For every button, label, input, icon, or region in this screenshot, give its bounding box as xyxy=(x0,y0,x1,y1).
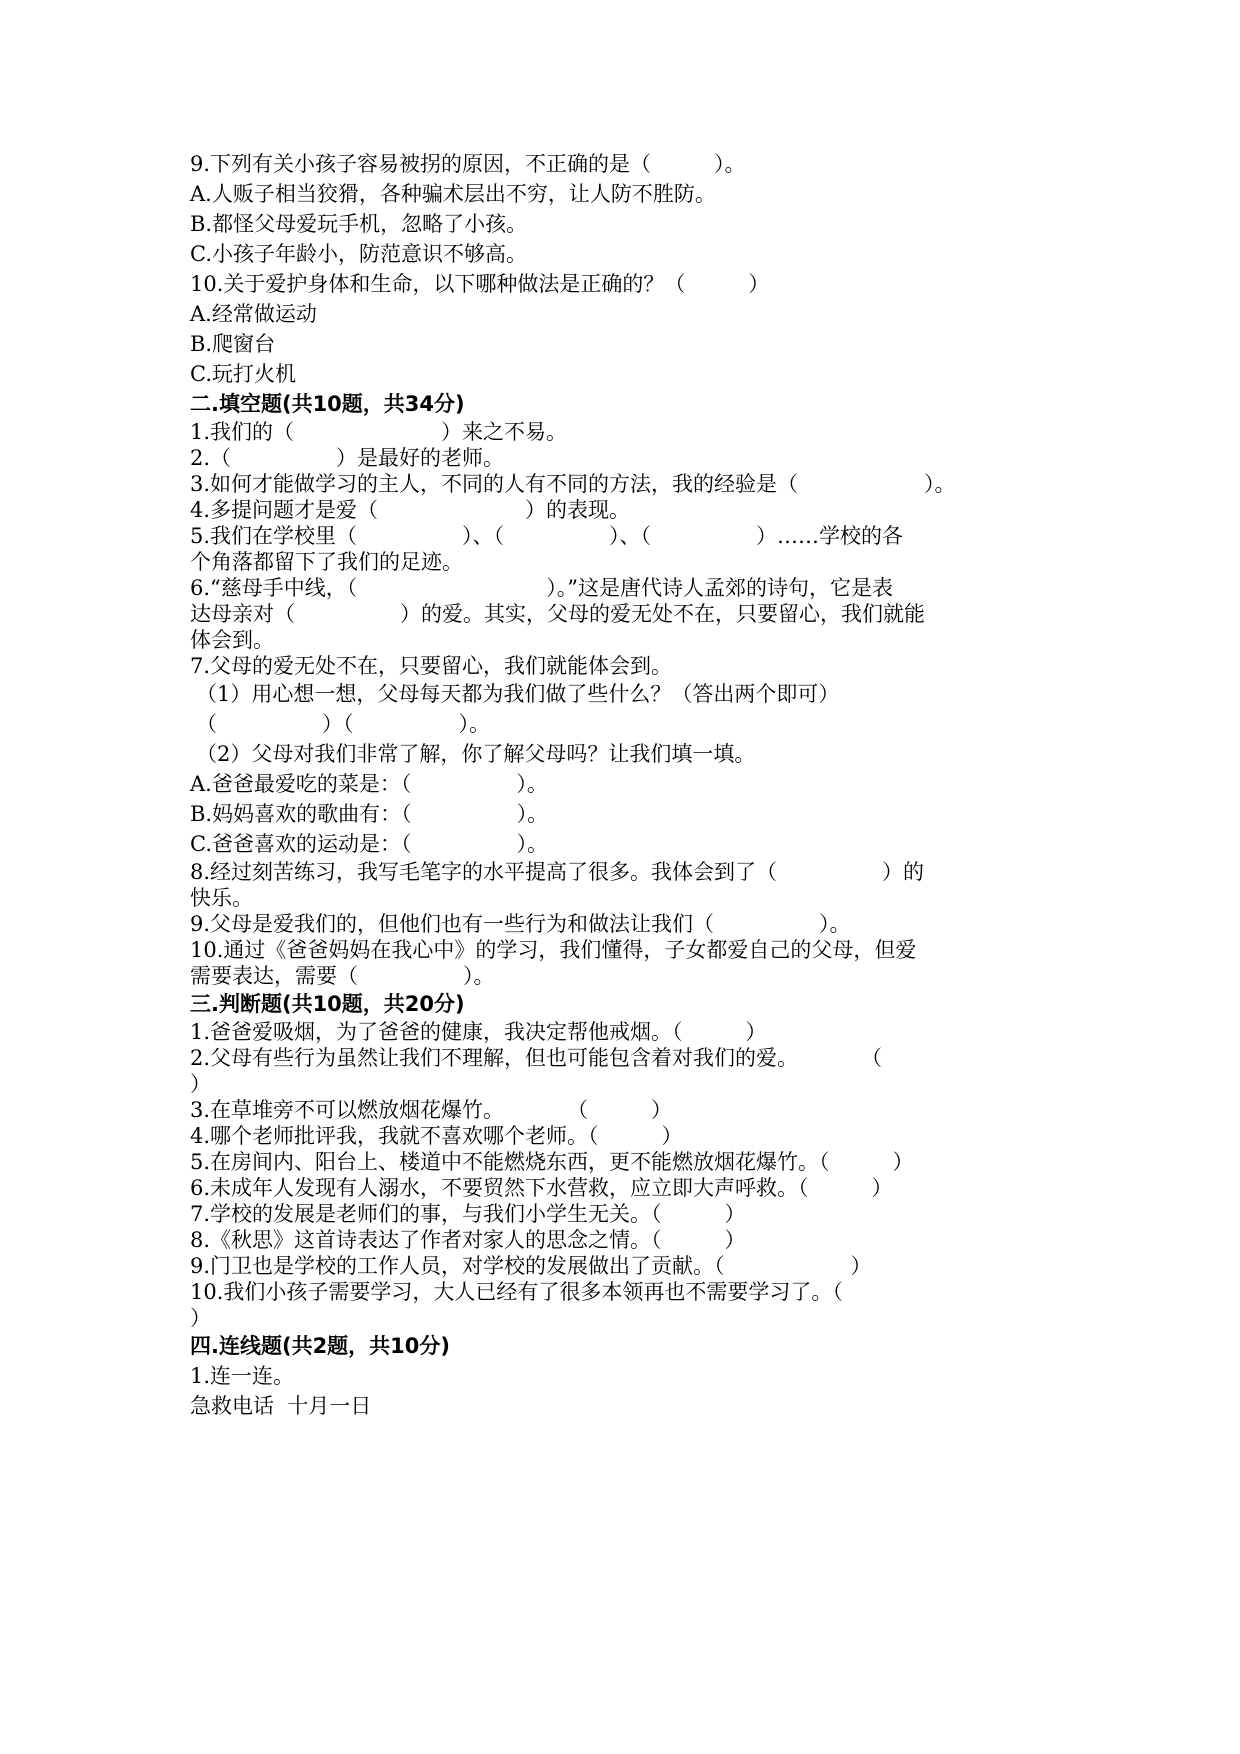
judge-question-6: 6.未成年人发现有人溺水，不要贸然下水营救，应立即大声呼救。（ ） xyxy=(190,1176,893,1200)
section-heading-fill: 二.填空题(共10题，共34分) xyxy=(190,392,465,416)
mc-question-10-option-a: A.经常做运动 xyxy=(190,302,317,326)
fill-question-7-item-c: C.爸爸喜欢的运动是：（ ）。 xyxy=(190,832,548,856)
mc-question-10-option-b: B.爬窗台 xyxy=(190,332,276,356)
section-heading-judge: 三.判断题(共10题，共20分) xyxy=(190,992,465,1016)
fill-question-4: 4.多提问题才是爱（ ）的表现。 xyxy=(190,498,631,522)
mc-question-9: 9.下列有关小孩子容易被拐的原因，不正确的是（ ）。 xyxy=(190,152,746,176)
mc-question-10-option-c: C.玩打火机 xyxy=(190,362,296,386)
fill-question-3: 3.如何才能做学习的主人，不同的人有不同的方法，我的经验是（ ）。 xyxy=(190,472,956,496)
fill-question-5-line-2: 个角落都留下了我们的足迹。 xyxy=(190,550,463,574)
mc-question-9-option-a: A.人贩子相当狡猾，各种骗术层出不穷，让人防不胜防。 xyxy=(190,182,716,206)
judge-question-10-line-1: 10.我们小孩子需要学习，大人已经有了很多本领再也不需要学习了。（ xyxy=(190,1280,843,1304)
judge-question-10-line-2: ） xyxy=(190,1306,211,1330)
fill-question-7-item-a: A.爸爸最爱吃的菜是：（ ）。 xyxy=(190,772,548,796)
judge-question-3: 3.在草堆旁不可以燃放烟花爆竹。 （ ） xyxy=(190,1098,673,1122)
fill-question-8-line-1: 8.经过刻苦练习，我写毛笔字的水平提高了很多。我体会到了（ ）的 xyxy=(190,860,925,884)
judge-question-5: 5.在房间内、阳台上、楼道中不能燃烧东西，更不能燃放烟花爆竹。（ ） xyxy=(190,1150,914,1174)
fill-question-2: 2.（ ）是最好的老师。 xyxy=(190,446,505,470)
section-heading-match: 四.连线题(共2题，共10分) xyxy=(190,1334,451,1358)
judge-question-1: 1.爸爸爱吸烟，为了爸爸的健康，我决定帮他戒烟。（ ） xyxy=(190,1020,767,1044)
fill-question-7-part-2: （2）父母对我们非常了解，你了解父母吗？让我们填一填。 xyxy=(196,742,756,766)
judge-question-2-line-2: ） xyxy=(190,1072,211,1096)
fill-question-1: 1.我们的（ ）来之不易。 xyxy=(190,420,568,444)
judge-question-7: 7.学校的发展是老师们的事，与我们小学生无关。（ ） xyxy=(190,1202,746,1226)
fill-question-7: 7.父母的爱无处不在，只要留心，我们就能体会到。 xyxy=(190,654,673,678)
fill-question-5-line-1: 5.我们在学校里（ ）、（ ）、（ ）……学校的各 xyxy=(190,524,904,548)
fill-question-7-part-1-answer: （ ）（ ）。 xyxy=(196,712,490,736)
fill-question-6-line-2: 达母亲对（ ）的爱。其实，父母的爱无处不在，只要留心，我们就能 xyxy=(190,602,925,626)
fill-question-7-item-b: B.妈妈喜欢的歌曲有：（ ）。 xyxy=(190,802,549,826)
match-row-1: 急救电话 十月一日 xyxy=(190,1394,372,1418)
fill-question-6-line-3: 体会到。 xyxy=(190,628,274,652)
judge-question-4: 4.哪个老师批评我，我就不喜欢哪个老师。（ ） xyxy=(190,1124,683,1148)
fill-question-10-line-1: 10.通过《爸爸妈妈在我心中》的学习，我们懂得，子女都爱自己的父母，但爱 xyxy=(190,938,917,962)
fill-question-10-line-2: 需要表达，需要（ ）。 xyxy=(190,964,495,988)
judge-question-2-line-1: 2.父母有些行为虽然让我们不理解，但也可能包含着对我们的爱。 （ xyxy=(190,1046,883,1070)
fill-question-7-part-1: （1）用心想一想，父母每天都为我们做了些什么？（答出两个即可） xyxy=(196,682,840,706)
fill-question-6-line-1: 6.“慈母手中线，（ ）。”这是唐代诗人孟郊的诗句，它是表 xyxy=(190,576,894,600)
match-question-1: 1.连一连。 xyxy=(190,1364,295,1388)
mc-question-9-option-c: C.小孩子年龄小，防范意识不够高。 xyxy=(190,242,527,266)
mc-question-10: 10.关于爱护身体和生命，以下哪种做法是正确的？（ ） xyxy=(190,272,770,296)
judge-question-8: 8.《秋思》这首诗表达了作者对家人的思念之情。（ ） xyxy=(190,1228,746,1252)
fill-question-9: 9.父母是爱我们的，但他们也有一些行为和做法让我们（ ）。 xyxy=(190,912,851,936)
mc-question-9-option-b: B.都怪父母爱玩手机，忽略了小孩。 xyxy=(190,212,528,236)
judge-question-9: 9.门卫也是学校的工作人员，对学校的发展做出了贡献。（ ） xyxy=(190,1254,872,1278)
fill-question-8-line-2: 快乐。 xyxy=(190,886,253,910)
